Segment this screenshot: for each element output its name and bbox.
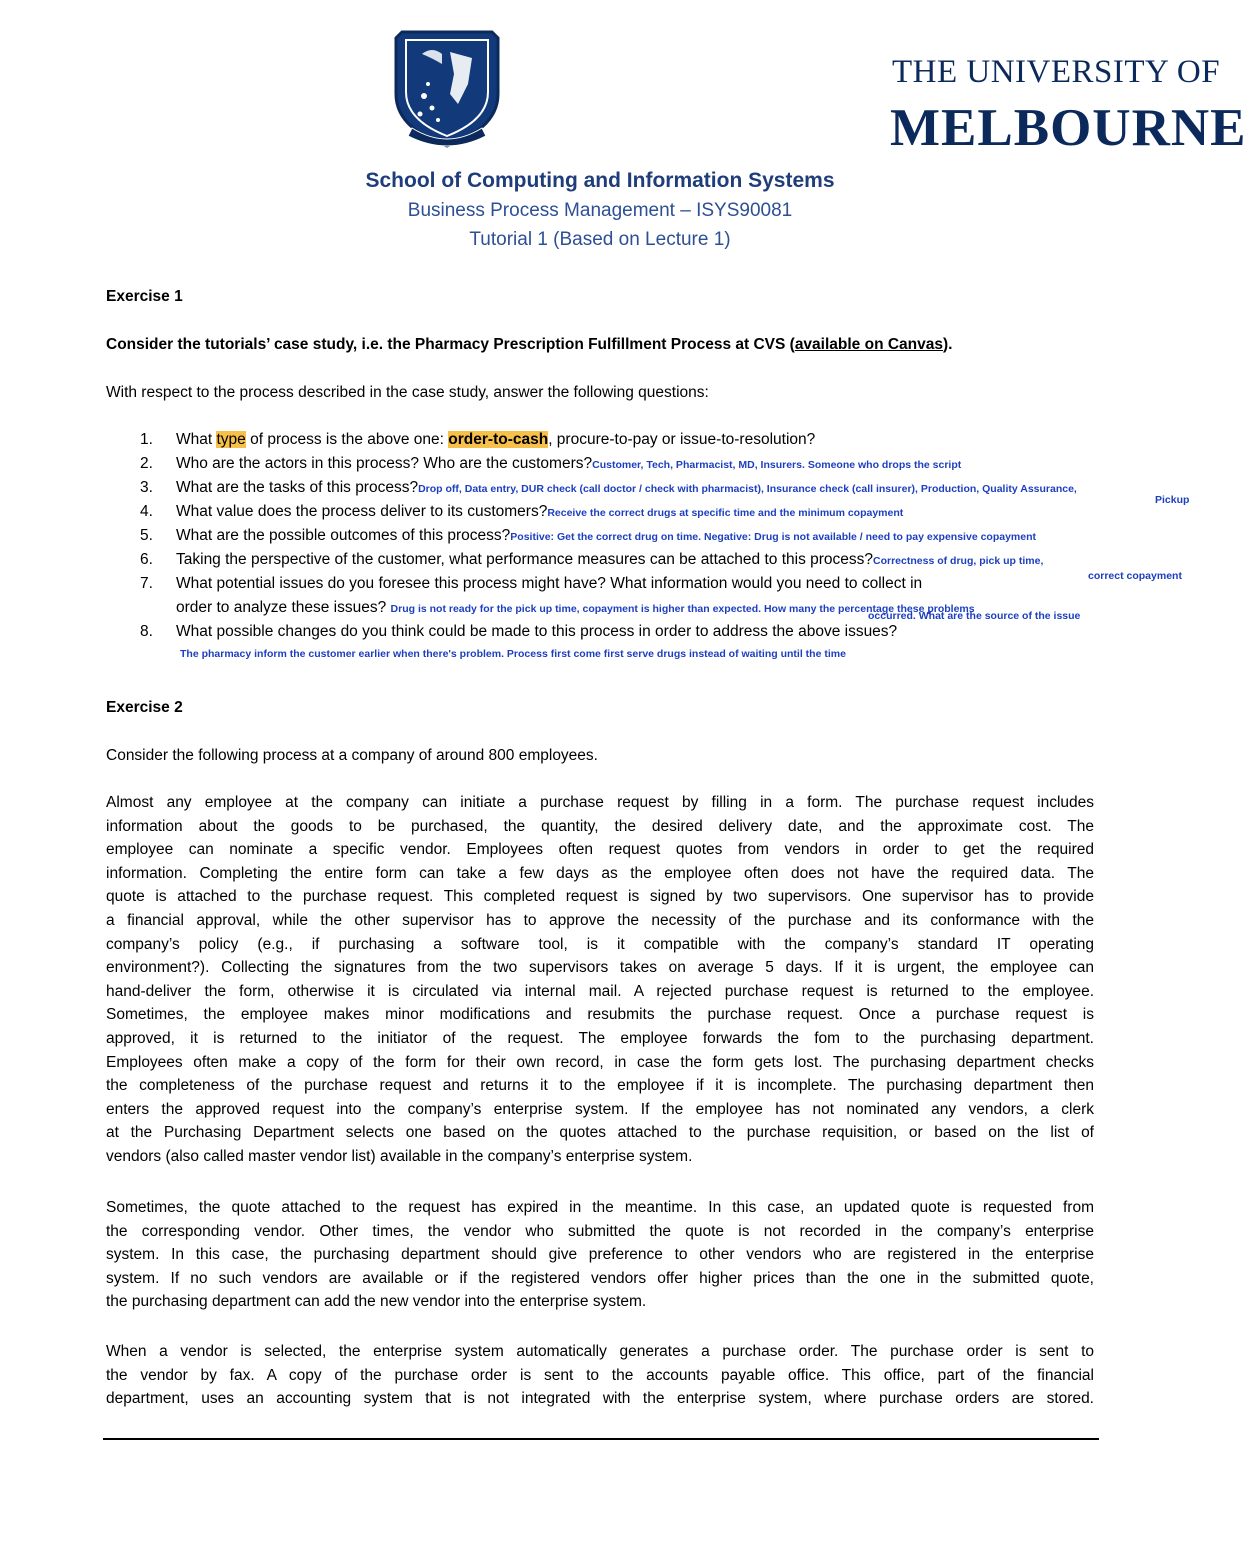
paragraph-line: enters the approved request into the company’s enterprise system. If the employee has not nominated any vendors, a clerk: [106, 1100, 1094, 1118]
question-text: Who are the actors in this process? Who are the customers?: [176, 455, 593, 472]
question-item: [140, 596, 975, 621]
paragraph-line: a financial approval, while the other supervisor has to approve the necessity of the purchase and its conformance with the: [106, 911, 1094, 929]
question-text: What value does the process deliver to its customers?: [176, 503, 548, 520]
handwritten-answer-continued: occurred. What are the source of the issue: [868, 610, 1081, 622]
paragraph-line: the vendor by fax. A copy of the purchase order is sent to the accounts payable office. This office, part of the financial: [106, 1366, 1094, 1384]
handwritten-answer-continued: correct copayment: [1088, 570, 1182, 582]
question-number: 7.: [140, 575, 153, 592]
question-text: What are the possible outcomes of this process?: [176, 527, 511, 544]
footer-divider: [103, 1438, 1099, 1440]
handwritten-answer: The pharmacy inform the customer earlier when there's problem. Process first come first serve drugs instead of waiting until the time: [180, 648, 846, 660]
paragraph-3: [106, 1340, 1094, 1411]
paragraph-line: system. In this case, the purchasing department should give preference to other vendors who are registered in the enterprise: [106, 1246, 1094, 1264]
question-item: [140, 524, 1036, 549]
school-title: School of Computing and Information Systems: [365, 169, 835, 192]
paragraph-line: Sometimes, the employee makes minor modifications and resubmits the purchase request. Once a purchase request is: [106, 1006, 1094, 1024]
paragraph-line: vendors (also called master vendor list) available in the company’s enterprise system.: [106, 1147, 693, 1165]
question-text: Taking the perspective of the customer, what performance measures can be attached to this process?: [176, 551, 874, 568]
exercise-2-heading: Exercise 2: [106, 699, 183, 716]
paragraph-line: system. If no such vendors are available or if the registered vendors offer higher prices than the one in the submitted quote,: [106, 1269, 1094, 1287]
question-item: [140, 452, 961, 477]
exercise-2-intro: Consider the following process at a company of around 800 employees.: [106, 747, 598, 764]
paragraph-line: information. Completing the entire form can take a few days as the employee often does not have the required data. The: [106, 864, 1094, 882]
handwritten-answer: Positive: Get the correct drug on time. Negative: Drug is not available / need to pay expensive copayment: [510, 531, 1037, 543]
question-text: What possible changes do you think could be made to this process in order to address the above issues?: [176, 623, 898, 640]
handwritten-answer-continued: Pickup: [1155, 494, 1190, 506]
question-number: 3.: [140, 479, 153, 496]
handwritten-answer: Receive the correct drugs at specific time and the minimum copayment: [547, 507, 904, 519]
intro-text: Consider the tutorials’ case study, i.e. the Pharmacy Prescription Fulfillment Process at CVS (: [106, 336, 795, 353]
university-crest-icon: [372, 24, 522, 150]
paragraph-line: the purchasing department can add the new vendor into the enterprise system.: [106, 1293, 647, 1311]
question-item: [140, 428, 815, 451]
question-text: What are the tasks of this process?: [176, 479, 419, 496]
question-text: What: [176, 431, 217, 448]
question-number: 6.: [140, 551, 153, 568]
question-text: order to analyze these issues?: [176, 599, 387, 616]
exercise-1-prompt: With respect to the process described in the case study, answer the following questions:: [106, 384, 709, 401]
course-title: Business Process Management – ISYS90081: [407, 200, 793, 221]
paragraph-line: Sometimes, the quote attached to the request has expired in the meantime. In this case, an updated quote is requested from: [106, 1199, 1094, 1216]
paragraph-line: information about the goods to be purchased, the quantity, the desired delivery date, and the approximate cost. The: [106, 817, 1094, 835]
university-name-line2: MELBOURNE: [890, 99, 1246, 157]
paragraph-line: Almost any employee at the company can initiate a purchase request by filling in a form. The purchase request includes: [106, 794, 1094, 811]
paragraph-line: hand-deliver the form, otherwise it is circulated via internal mail. A rejected purchase request is returned to the employee.: [106, 982, 1094, 1000]
paragraph-line: environment?). Collecting the signatures from the two supervisors takes on average 5 days. If it is urgent, the employee can: [106, 959, 1094, 977]
university-logo: [372, 24, 1246, 157]
paragraph-2: [106, 1196, 1094, 1314]
highlight-order-to-cash: order-to-cash: [448, 431, 549, 448]
question-text: What potential issues do you foresee this process might have? What information would you need to collect in: [176, 575, 923, 592]
tutorial-title: Tutorial 1 (Based on Lecture 1): [469, 229, 731, 250]
paragraph-line: at the Purchasing Department selects one based on the quotes attached to the purchase requisition, or based on the list of: [106, 1124, 1094, 1142]
question-item: [140, 572, 922, 595]
handwritten-answer: Drop off, Data entry, DUR check (call doctor / check with pharmacist), Insurance check (call insurer), Production, Quality Assurance,: [418, 483, 1077, 495]
intro-end: ).: [943, 336, 953, 353]
canvas-link[interactable]: available on Canvas: [794, 336, 943, 353]
question-number: 2.: [140, 455, 153, 472]
exercise-1-intro: [106, 333, 952, 356]
paragraph-line: When a vendor is selected, the enterprise system automatically generates a purchase order. The purchase order is sent to: [106, 1343, 1094, 1360]
exercise-1-heading: Exercise 1: [106, 288, 183, 305]
question-item: [140, 548, 1043, 573]
question-number: 4.: [140, 503, 153, 520]
document-header: [0, 166, 1200, 254]
question-item: [140, 476, 1077, 501]
question-text: , procure-to-pay or issue-to-resolution?: [548, 431, 816, 448]
paragraph-line: employee can nominate a specific vendor. Employees often request quotes from vendors in order to get the required: [106, 841, 1094, 859]
question-item: [140, 500, 903, 525]
question-item: [140, 620, 897, 643]
paragraph-line: approved, it is returned to the initiator of the request. The employee forwards the fom to the purchasing department.: [106, 1029, 1094, 1047]
highlight-type: type: [216, 431, 246, 448]
question-number: 1.: [140, 431, 153, 448]
handwritten-answer: Customer, Tech, Pharmacist, MD, Insurers. Someone who drops the script: [592, 459, 962, 471]
handwritten-answer: Correctness of drug, pick up time,: [873, 555, 1044, 567]
university-name-line1: THE UNIVERSITY OF: [892, 54, 1221, 90]
handwritten-answer: Drug is not ready for the pick up time, copayment is higher than expected. How many the percentage these problems: [390, 603, 975, 615]
paragraph-line: quote is attached to the purchase request. This completed request is signed by two supervisors. One supervisor has to provide: [106, 888, 1094, 906]
paragraph-line: Employees often make a copy of the form for their own record, in case the form gets lost. The purchasing department checks: [106, 1053, 1094, 1071]
paragraph-1: [106, 791, 1094, 1169]
question-number: 5.: [140, 527, 153, 544]
paragraph-line: company’s policy (e.g., if purchasing a software tool, is it compatible with the company’s standard IT operating: [106, 935, 1094, 953]
question-text: of process is the above one:: [245, 431, 449, 448]
question-number: 8.: [140, 623, 153, 640]
paragraph-line: the corresponding vendor. Other times, the vendor who submitted the quote is not recorded in the company’s enterprise: [106, 1222, 1094, 1240]
paragraph-line: department, uses an accounting system that is not integrated with the enterprise system, where purchase orders are stored.: [106, 1390, 1094, 1408]
paragraph-line: the completeness of the purchase request and returns it to the employee if it is incomplete. The purchasing department then: [106, 1077, 1094, 1095]
